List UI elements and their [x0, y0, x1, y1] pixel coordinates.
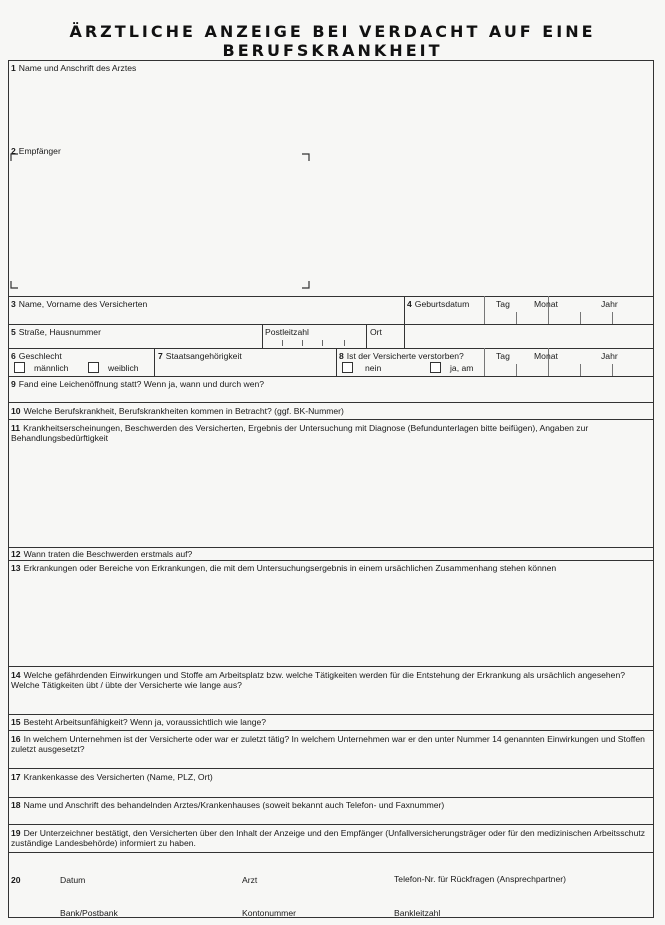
bank-label: Bank/Postbank [60, 908, 118, 918]
doctor-label: Arzt [242, 875, 258, 885]
account-number-label: Kontonummer [242, 908, 296, 918]
field-7-label: 7 Staatsangehörigkeit [158, 351, 242, 361]
field-20-number: 20 [11, 875, 21, 885]
deceased-yes-label: ja, am [450, 363, 474, 373]
field-12-label: 12 Wann traten die Beschwerden erstmals auf? [11, 549, 193, 559]
field-13-label: 13 Erkrankungen oder Bereiche von Erkrankungen, die mit dem Untersuchungsergebnis in einem ursächlichen Zusammenhang stehen können [11, 563, 557, 573]
deceased-no-label: nein [365, 363, 382, 373]
deceased-yes-checkbox[interactable] [430, 362, 441, 373]
field-4-year: Jahr [601, 299, 618, 309]
date-label: Datum [60, 875, 86, 885]
window-corner-bottom-right-icon [302, 281, 310, 289]
form-title-line-2: BERUFSKRANKHEIT [222, 41, 443, 60]
field-16-label: 16 In welchem Unternehmen ist der Versicherte oder war er zuletzt tätig? In welchem Unternehmen war er den unter Nummer 14 genannten Einwirkungen und Stoffen zuletzt ausgesetzt? [11, 734, 645, 754]
phone-label: Telefon-Nr. für Rückfragen (Ansprechpartner) [394, 874, 566, 884]
field-8-year: Jahr [601, 351, 618, 361]
field-4-month: Monat [534, 299, 558, 309]
field-5-postal: Postleitzahl [265, 327, 309, 337]
field-18-label: 18 Name und Anschrift des behandelnden Arztes/Krankenhauses (soweit bekannt auch Telefon- und Faxnummer) [11, 800, 445, 810]
field-8-day: Tag [496, 351, 510, 361]
field-9-label: 9 Fand eine Leichenöffnung statt? Wenn ja, wann und durch wen? [11, 379, 265, 389]
field-3-label: 3 Name, Vorname des Versicherten [11, 299, 148, 309]
form-frame [8, 60, 654, 918]
deceased-no-checkbox[interactable] [342, 362, 353, 373]
field-8-month: Monat [534, 351, 558, 361]
field-11-label: 11 Krankheitserscheinungen, Beschwerden des Versicherten, Ergebnis der Untersuchung mit Diagnose (Befundunterlagen bitte beifügen), Angaben zur Behandlungsbedürftigkeit [11, 423, 589, 443]
male-checkbox[interactable] [14, 362, 25, 373]
field-8-label: 8 Ist der Versicherte verstorben? [339, 351, 464, 361]
window-corner-bottom-left-icon [10, 281, 18, 289]
field-19-label: 19 Der Unterzeichner bestätigt, den Versicherten über den Inhalt der Anzeige und den Empfänger (Unfallversicherungsträger oder für den medizinischen Arbeitsschutz zuständige Landesbehörde) informiert zu haben. [11, 828, 646, 848]
female-checkbox[interactable] [88, 362, 99, 373]
field-10-label: 10 Welche Berufskrankheit, Berufskrankheiten kommen in Betracht? (ggf. BK-Nummer) [11, 406, 344, 416]
female-label: weiblich [108, 363, 139, 373]
field-14-label: 14 Welche gefährdenden Einwirkungen und Stoffe am Arbeitsplatz bzw. welche Tätigkeiten werden für die Entstehung der Erkrankung als ursächlich angesehen? Welche Tätigkeiten übt / übte der Versicherte wie lange aus? [11, 670, 626, 690]
field-15-label: 15 Besteht Arbeitsunfähigkeit? Wenn ja, voraussichtlich wie lange? [11, 717, 267, 727]
field-5-label: 5 Straße, Hausnummer [11, 327, 101, 337]
bank-code-label: Bankleitzahl [394, 908, 441, 918]
field-2-label: 2 Empfänger [11, 146, 61, 156]
form-title-line-1: ÄRZTLICHE ANZEIGE BEI VERDACHT AUF EINE [69, 22, 596, 41]
male-label: männlich [34, 363, 69, 373]
field-17-label: 17 Krankenkasse des Versicherten (Name, PLZ, Ort) [11, 772, 213, 782]
window-corner-top-right-icon [302, 153, 310, 161]
field-1-label: 1 Name und Anschrift des Arztes [11, 63, 137, 73]
field-4-day: Tag [496, 299, 510, 309]
field-5-city: Ort [370, 327, 382, 337]
field-4-label: 4 Geburtsdatum [407, 299, 470, 309]
field-6-label: 6 Geschlecht [11, 351, 62, 361]
